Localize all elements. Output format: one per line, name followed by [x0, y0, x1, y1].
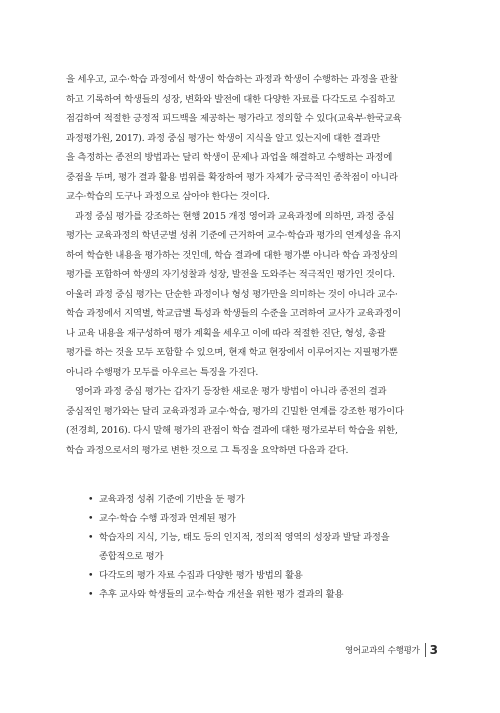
- list-item: [88, 528, 438, 566]
- text-line: 중점을 두며, 평가 결과 활용 범위를 확장하여 평가 자체가 궁극적인 종착점이 아니라: [66, 171, 398, 183]
- text-line: 과정평가원, 2017). 과정 중심 평가는 학생이 지식을 알고 있는지에 대한 결과만: [66, 132, 380, 144]
- list-item: [88, 585, 438, 604]
- text-line: 평가를 포함하여 학생의 자기성찰과 성장, 발전을 도와주는 적극적인 평가인 것이다.: [66, 269, 395, 280]
- page-footer: [345, 642, 438, 658]
- list-item-text: 종합적으로 평가: [99, 551, 164, 562]
- text-line: 교수·학습의 도구나 과정으로 삼아야 한다는 것이다.: [66, 191, 270, 202]
- text-line: 하고 기록하여 학생들의 성장, 변화와 발전에 대한 다양한 자료를 다각도로 수집하고: [66, 93, 395, 105]
- paragraph-1: [66, 70, 440, 207]
- bullet-icon: •: [88, 589, 94, 600]
- text-line: 을 측정하는 종전의 방법과는 달리 학생이 문제나 과업을 해결하고 수행하는 과정에: [66, 152, 393, 163]
- list-item: [88, 509, 438, 528]
- summary-bullet-list: [88, 490, 438, 604]
- bullet-icon: •: [88, 532, 94, 543]
- bullet-icon: •: [88, 494, 94, 505]
- main-text: [66, 70, 440, 460]
- text-line: 중심적인 평가와는 달리 교육과정과 교수·학습, 평가의 긴밀한 연계를 강조한 평가이다: [66, 405, 404, 417]
- text-line: 평가를 하는 것을 모두 포함할 수 있으며, 현재 학교 현장에서 이루어지는 지필평가뿐: [66, 347, 398, 358]
- text-line: 아울러 과정 중심 평가는 단순한 과정이나 형성 평가만을 의미하는 것이 아니라 교수·: [66, 288, 398, 300]
- list-item: [88, 490, 438, 509]
- text-line: 과정 중심 평가를 강조하는 현행 2015 개정 영어과 교육과정에 의하면, 과정 중심: [75, 210, 395, 222]
- text-line: 학습 과정으로서의 평가로 변한 것으로 그 특징을 요약하면 다음과 같다.: [66, 444, 349, 456]
- text-line: 나 교육 내용을 재구성하여 평가 계획을 세우고 이에 따라 적절한 진단, 형성, 총괄: [66, 327, 386, 339]
- text-line: 점검하여 적절한 긍정적 피드백을 제공하는 평가라고 정의할 수 있다(교육부·한국교육: [66, 113, 402, 124]
- text-line: 학습 과정에서 지역별, 학교급별 특성과 학생들의 수준을 고려하여 교사가 교육과정이: [66, 308, 401, 319]
- list-item-text: 다각도의 평가 자료 수집과 다양한 평가 방법의 활용: [99, 570, 303, 581]
- footer-divider: [425, 643, 426, 657]
- paragraph-2: [66, 207, 440, 383]
- running-title: 영어교과의 수행평가: [345, 646, 420, 656]
- text-line: 아니라 수행평가 모두를 아우르는 특징을 가진다.: [66, 366, 259, 378]
- text-line: 을 세우고, 교수·학습 과정에서 학생이 학습하는 과정과 학생이 수행하는 과정을 관찰: [66, 74, 398, 85]
- bullet-icon: •: [88, 570, 94, 581]
- bullet-icon: •: [88, 513, 94, 524]
- list-item: [88, 566, 438, 585]
- list-item-text: 교육과정 성취 기준에 기반을 둔 평가: [99, 494, 245, 505]
- list-item-text: 학습자의 지식, 기능, 태도 등의 인지적, 정의적 영역의 성장과 발달 과정을: [99, 532, 390, 543]
- paragraph-3: [66, 382, 440, 460]
- text-line: (전경희, 2016). 다시 말해 평가의 관점이 학습 결과에 대한 평가로부터 학습을 위한,: [66, 425, 398, 436]
- list-item-text: 추후 교사와 학생들의 교수·학습 개선을 위한 평가 결과의 활용: [99, 589, 344, 600]
- text-line: 영어과 과정 중심 평가는 갑자기 등장한 새로운 평가 방법이 아니라 종전의 결과: [75, 386, 387, 397]
- text-line: 하여 학습한 내용을 평가하는 것인데, 학습 결과에 대한 평가뿐 아니라 학습 과정상의: [66, 249, 398, 261]
- list-item-text: 교수·학습 수행 과정과 연계된 평가: [99, 513, 236, 524]
- page-number: 3: [429, 643, 438, 657]
- text-line: 평가는 교육과정의 학년군별 성취 기준에 근거하여 교수·학습과 평가의 연계성을 유지: [66, 230, 401, 241]
